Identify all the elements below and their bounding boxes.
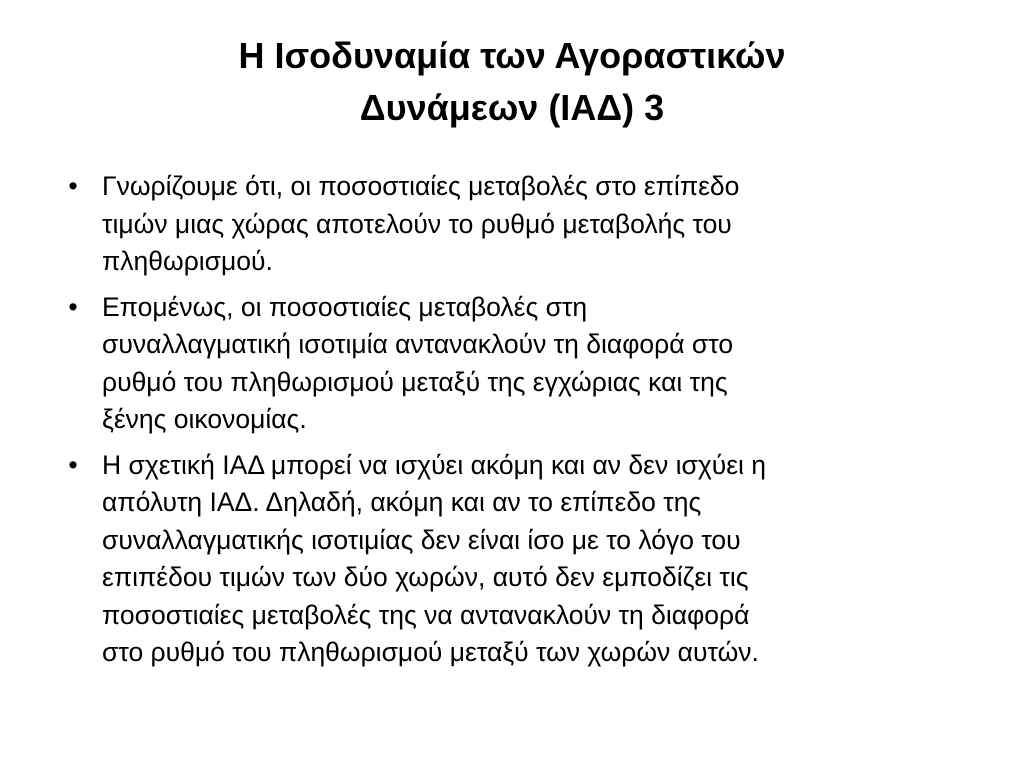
slide-title [60, 30, 964, 134]
bullet-3-line-3: συναλλαγματικής ισοτιμίας δεν είναι ίσο με το λόγο του [102, 524, 741, 555]
bullet-2-line-2: συναλλαγματική ισοτιμία αντανακλούν τη διαφορά στο [102, 329, 734, 359]
bullet-1-line-3: πληθωρισμού. [102, 246, 273, 276]
bullet-item-2 [58, 289, 978, 439]
slide-title-line-1: Η Ισοδυναμία των Αγοραστικών [238, 35, 786, 76]
bullet-3-line-6: στο ρυθμό του πληθωρισμού μεταξύ των χωρών αυτών. [102, 637, 759, 667]
bullet-icon: • [68, 291, 78, 322]
bullet-item-1 [58, 168, 978, 281]
bullet-icon: • [68, 449, 78, 480]
bullet-2-line-3: ρυθμό του πληθωρισμού μεταξύ της εγχώριας και της [102, 366, 728, 397]
bullet-1-line-2: τιμών μιας χώρας αποτελούν το ρυθμό μεταβολής του [102, 208, 732, 239]
bullet-1-line-1: Γνωρίζουμε ότι, οι ποσοστιαίες μεταβολές στο επίπεδο [102, 171, 740, 201]
bullet-3-line-5: ποσοστιαίες μεταβολές της να αντανακλούν τη διαφορά [102, 599, 750, 630]
bullet-3-line-4: επιπέδου τιμών των δύο χωρών, αυτό δεν εμποδίζει τις [102, 562, 749, 592]
bullet-2-line-1: Επομένως, οι ποσοστιαίες μεταβολές στη [102, 291, 588, 322]
slide-title-line-2: Δυνάμεων (ΙΑΔ) 3 [359, 87, 665, 128]
bullet-3-line-2: απόλυτη ΙΑΔ. Δηλαδή, ακόμη και αν το επίπεδο της [102, 487, 702, 517]
bullet-list [58, 168, 978, 680]
bullet-3-line-1: Η σχετική ΙΑΔ μπορεί να ισχύει ακόμη και αν δεν ισχύει η [102, 449, 767, 480]
bullet-item-3 [58, 447, 978, 672]
bullet-icon: • [68, 171, 78, 201]
bullet-2-line-4: ξένης οικονομίας. [102, 404, 307, 434]
